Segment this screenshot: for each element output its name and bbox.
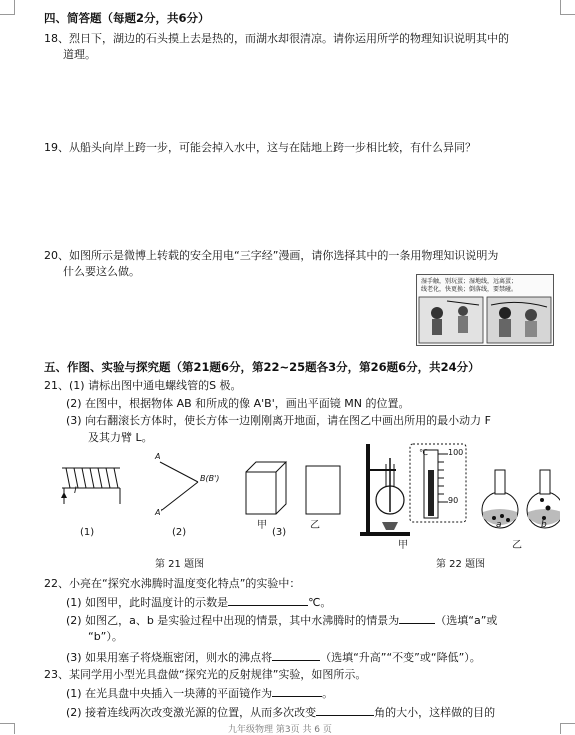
q21-part3-line2: 及其力臂 L。 xyxy=(88,431,153,444)
q22-part2-cont: “b”）。 xyxy=(88,630,123,643)
q20-line2: 什么要这么做。 xyxy=(63,265,140,278)
q22-part2-blank[interactable] xyxy=(399,612,435,624)
comic-text-line1: 湿手触，别玩蛋；湿地线，远离蛋； xyxy=(421,278,518,285)
corner-mark-top-left xyxy=(0,0,15,15)
q23-part1 xyxy=(66,685,333,702)
section5-title: 五、作图、实验与探究题（第21题6分，第22~25题各3分，第26题6分，共24分） xyxy=(44,360,480,374)
point-b-label: B(B') xyxy=(200,474,220,483)
q23-part1-text: (1) 在光具盘中央插入一块薄的平面镜作为 xyxy=(66,687,273,700)
q22-part2 xyxy=(66,612,497,629)
cuboid-figure xyxy=(240,458,360,520)
fig21-label3: (3) xyxy=(272,527,287,538)
q23-part2-end: 角的大小，这样做的目的 xyxy=(374,706,496,719)
q22-part1 xyxy=(66,594,331,611)
q21-part3-line1: (3) 向右翻滚长方体时，使长方体一边刚刚离开地面，请在图乙中画出所用的最小动力 F xyxy=(66,414,491,427)
q23-part2-text: (2) 接着连线两次改变激光源的位置，从而多次改变 xyxy=(66,706,317,719)
comic-drawing xyxy=(417,275,553,345)
flask-a-label: a xyxy=(496,520,502,530)
thermometer-100-tick: 100 xyxy=(448,448,464,457)
thermometer-90-tick: 90 xyxy=(448,496,459,505)
q22-part1-text: (1) 如图甲，此时温度计的示数是 xyxy=(66,596,229,609)
thermometer-unit: ℃ xyxy=(419,448,428,457)
q22-part1-unit: ℃。 xyxy=(308,596,332,609)
q22-part3 xyxy=(66,649,481,666)
q23-part2 xyxy=(66,704,495,721)
q22-part3-text: (3) 如果用塞子将烧瓶密闭，则水的沸点将 xyxy=(66,651,273,664)
q22-intro: 22、小亮在“探究水沸腾时温度变化特点”的实验中： xyxy=(44,577,301,590)
solenoid-figure xyxy=(58,458,128,508)
q23-part1-end: 。 xyxy=(322,687,334,700)
q18-line2: 道理。 xyxy=(63,48,96,61)
q22-part2-text: (2) 如图乙，a、b 是实验过程中出现的情景，其中水沸腾时的情景为 xyxy=(66,614,400,627)
flask-b-label: b xyxy=(541,520,547,530)
q23-intro: 23、某同学用小型光具盘做“探究光的反射规律”实验，如图所示。 xyxy=(44,668,367,681)
safety-comic-image xyxy=(416,274,554,346)
q21-part2: (2) 在图中，根据物体 AB 和所成的像 A'B'，画出平面镜 MN 的位置。 xyxy=(66,397,410,410)
q22-part1-blank[interactable] xyxy=(228,594,308,606)
q21-intro: 21、(1) 请标出图中通电螺线管的S 极。 xyxy=(44,379,242,392)
box-jia-label: 甲 xyxy=(257,520,267,531)
page-footer: 九年级物理 第3页 共 6 页 xyxy=(228,725,332,735)
q22-part3-blank[interactable] xyxy=(272,649,320,661)
corner-mark-bottom-right xyxy=(560,723,575,734)
fig22-jia-label: 甲 xyxy=(398,540,408,551)
corner-mark-top-right xyxy=(560,0,575,15)
q22-part2-hint: （选填“a”或 xyxy=(435,614,498,627)
fig22-caption: 第 22 题图 xyxy=(436,559,486,570)
fig21-caption: 第 21 题图 xyxy=(155,559,205,570)
corner-mark-bottom-left xyxy=(0,723,15,734)
comic-text-line2: 线老化，快更换；倒落线，要禁碰。 xyxy=(421,286,518,293)
point-a-label: A xyxy=(155,452,161,461)
point-a-prime-label: A' xyxy=(155,508,163,517)
fig22-yi-label: 乙 xyxy=(512,540,522,551)
current-label: I xyxy=(74,486,77,496)
q23-part2-blank[interactable] xyxy=(316,704,374,716)
q18-line1: 18、烈日下，湖边的石头摸上去是热的，而湖水却很清凉。请你运用所学的物理知识说明其中的 xyxy=(44,32,509,45)
q19-text: 19、从船头向岸上跨一步，可能会掉入水中，这与在陆地上跨一步相比较，有什么异同？ xyxy=(44,141,476,154)
fig21-label1: (1) xyxy=(80,527,95,538)
fig21-label2: (2) xyxy=(172,527,187,538)
q22-part3-hint: （选填“升高”“不变”或“降低”）。 xyxy=(320,651,481,664)
section4-title: 四、简答题（每题2分，共6分） xyxy=(44,11,210,25)
box-yi-label: 乙 xyxy=(310,520,320,531)
q20-line1: 20、如图所示是微博上转载的安全用电“三字经”漫画，请你选择其中的一条用物理知识说明为 xyxy=(44,249,499,262)
q23-part1-blank[interactable] xyxy=(272,685,322,697)
